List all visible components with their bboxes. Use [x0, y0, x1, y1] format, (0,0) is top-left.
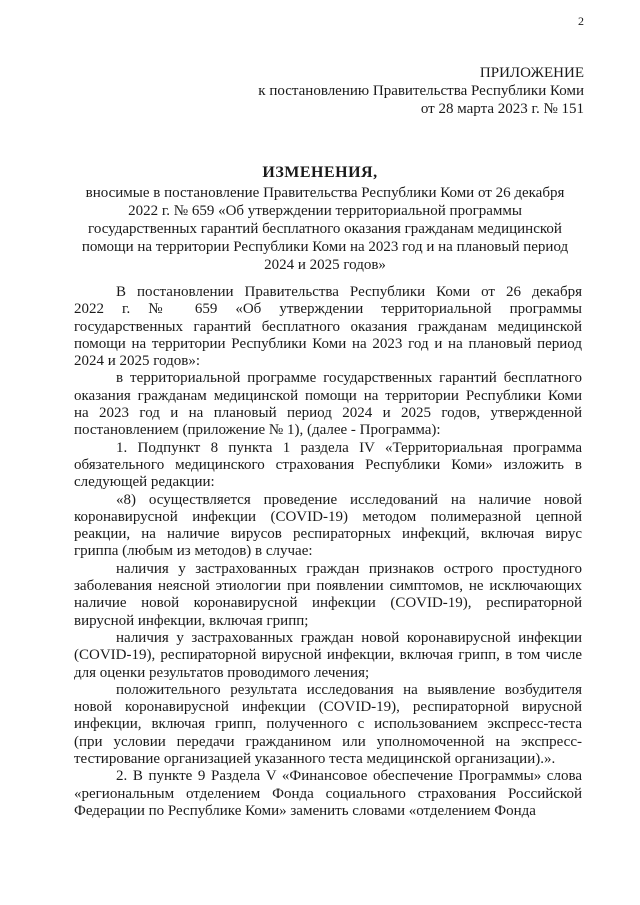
paragraph-line: в территориальной программе государственных гарантий бесплатного	[116, 370, 582, 387]
paragraph-line: положительного результата исследования на выявление возбудителя	[116, 681, 582, 698]
paragraph-line: реакции, на наличие вирусов респираторных инфекций, включая вирус	[74, 526, 582, 543]
paragraph-line: (при условии передачи гражданином или уполномоченной на экспресс-	[74, 733, 582, 750]
paragraph-line: наличия у застрахованных граждан новой коронавирусной инфекции	[116, 629, 582, 646]
paragraph	[74, 682, 582, 768]
subtitle-line: 2022 г. № 659 «Об утверждении территориальной программы	[128, 203, 522, 219]
paragraph-line: наличия у застрахованных граждан признаков острого простудного	[116, 560, 582, 577]
paragraph	[74, 284, 582, 370]
document-title: ИЗМЕНЕНИЯ,	[262, 164, 378, 181]
paragraph-line: коронавирусной инфекции (COVID-19) методом полимеразной цепной	[74, 508, 582, 525]
paragraph-line: инфекции, включая грипп, полученного с использованием экспресс-теста	[74, 716, 582, 733]
document-body	[74, 284, 582, 820]
paragraph-line: государственных гарантий бесплатного оказания гражданам медицинской	[74, 318, 582, 335]
paragraph-line: на 2023 год и на плановый период 2024 и 2025 годов, утвержденной	[74, 405, 582, 422]
subtitle-line: государственных гарантий бесплатного оказания гражданам медицинской	[88, 221, 562, 237]
paragraph-line: постановлением (приложение № 1), (далее - Программа):	[74, 422, 441, 439]
paragraph-line: заболевания неясной этиологии при появлении симптомов, не исключающих	[74, 578, 582, 595]
paragraph	[74, 768, 582, 820]
paragraph	[74, 440, 582, 492]
paragraph-line: Федерации по Республике Коми» заменить словами «отделением Фонда	[74, 802, 536, 819]
paragraph	[74, 630, 582, 682]
paragraph-line: 2. В пункте 9 Раздела V «Финансовое обеспечение Программы» слова	[116, 768, 582, 785]
paragraph-line: (COVID-19), респираторной вирусной инфекции, включая грипп, в том числе	[74, 647, 582, 664]
paragraph-line: новой коронавирусной инфекции (COVID-19), респираторной вирусной	[74, 699, 582, 716]
subtitle-line: помощи на территории Республики Коми на 2023 год и на плановый период	[81, 239, 569, 255]
paragraph-line: оказания гражданам медицинской помощи на территории Республики Коми	[74, 387, 582, 404]
paragraph-line: наличие новой коронавирусной инфекции (COVID-19), респираторной	[74, 595, 582, 612]
document-subtitle	[70, 184, 580, 274]
paragraph-line: 2024 и 2025 годов»:	[74, 353, 201, 370]
appendix-header	[258, 64, 584, 118]
page-number: 2	[578, 14, 584, 28]
subtitle-line: 2024 и 2025 годов»	[264, 257, 386, 273]
paragraph-line: для оценки результатов проводимого лечения;	[74, 664, 370, 681]
appendix-resolution-line: к постановлению Правительства Республики Коми	[258, 83, 584, 99]
appendix-date-line: от 28 марта 2023 г. № 151	[420, 101, 584, 117]
paragraph-line: «8) осуществляется проведение исследований на наличие новой	[116, 491, 582, 508]
paragraph-line: гриппа (любым из методов) в случае:	[74, 543, 313, 560]
paragraph-line: тестирование организацией указанного теста медицинской организации).».	[74, 751, 556, 768]
paragraph	[74, 492, 582, 561]
paragraph-line: В постановлении Правительства Республики Коми от 26 декабря	[116, 284, 582, 300]
paragraph-line: вирусной инфекции, включая грипп;	[74, 612, 309, 629]
paragraph	[74, 370, 582, 439]
subtitle-line: вносимые в постановление Правительства Республики Коми от 26 декабря	[85, 185, 565, 201]
paragraph	[74, 561, 582, 630]
paragraph-line: 1. Подпункт 8 пункта 1 раздела IV «Территориальная программа	[116, 439, 582, 456]
paragraph-line: 2022 г. № 659 «Об утверждении территориальной программы	[74, 301, 582, 318]
paragraph-line: помощи на территории Республики Коми на 2023 год и на плановый период	[74, 335, 582, 352]
appendix-label: ПРИЛОЖЕНИЕ	[479, 65, 584, 81]
paragraph-line: «региональным отделением Фонда социального страхования Российской	[74, 785, 582, 802]
paragraph-line: следующей редакции:	[74, 474, 215, 491]
paragraph-line: обязательного медицинского страхования Республики Коми» изложить в	[74, 456, 582, 473]
